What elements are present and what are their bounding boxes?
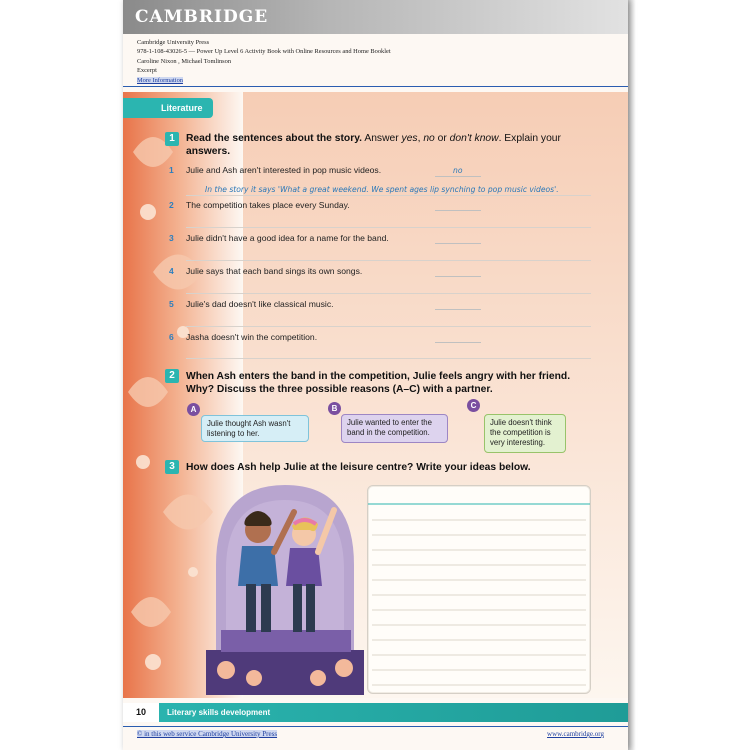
page-number: 10 [123,703,159,722]
q1-heading-yes: yes [401,133,418,144]
q1-heading-answer: Answer [362,133,402,144]
q1-heading-line2: answers. [186,146,231,157]
meta-isbn-title: 978-1-108-43026-5 — Power Up Level 6 Activity Book with Online Resources and Home Booklet [137,48,391,56]
option-c-badge: C [467,399,480,412]
example-explanation: In the story it says 'What a great weekend. We spent ages lip synching to pop music videos'. [205,185,559,194]
q1-item-text: Julie and Ash aren't interested in pop music videos. [186,165,382,175]
meta-excerpt: Excerpt [137,67,157,75]
option-c-bubble [484,414,566,453]
q1-item-text: The competition takes place every Sunday. [186,200,350,210]
meta-publisher: Cambridge University Press [137,39,210,46]
book-page [123,0,628,750]
question-1-number: 1 [165,132,179,146]
more-information-link[interactable]: More Information [137,76,183,84]
question-1-heading [186,132,586,158]
q1-item-number: 4 [169,266,174,276]
answer-notebook[interactable] [367,485,591,694]
book-metadata [137,38,391,85]
notebook-lines [368,486,590,693]
explanation-line[interactable] [186,358,591,359]
explanation-line[interactable] [186,293,591,294]
question-3-number: 3 [165,460,179,474]
option-b-text: Julie wanted to enter the [347,418,432,427]
q1-item-number: 6 [169,332,174,342]
example-answer: no [453,166,463,175]
explanation-line[interactable] [186,326,591,327]
footer-divider [123,726,628,727]
q1-heading-dont-know: don't know [449,133,499,144]
option-a-bubble [201,415,309,442]
answer-blank[interactable] [435,176,481,177]
answer-blank[interactable] [435,243,481,244]
q1-heading-or: or [434,133,450,144]
q1-item-text: Julie says that each band sings its own songs. [186,266,363,276]
option-a-badge: A [187,403,200,416]
q2-heading-line1: When Ash enters the band in the competition, Julie feels angry with her friend. [186,371,571,382]
q2-heading-line2: Why? Discuss the three possible reasons (A–C) with a partner. [186,384,493,395]
answer-blank[interactable] [435,210,481,211]
copyright-link[interactable]: © in this web service Cambridge University Press [137,730,278,738]
answer-blank[interactable] [435,309,481,310]
q1-item-text: Julie's dad doesn't like classical music. [186,299,334,309]
q1-heading-no: no [423,133,435,144]
question-3-heading: How does Ash help Julie at the leisure centre? Write your ideas below. [186,462,531,473]
answer-blank[interactable] [435,276,481,277]
publisher-banner [123,0,628,34]
q1-item-text: Jasha doesn't win the competition. [186,332,318,342]
page-edge-shadow [628,0,636,750]
option-b-bubble [341,414,448,443]
question-2-number: 2 [165,369,179,383]
band-illustration [206,480,364,695]
q1-heading-instruction: Read the sentences about the story. [186,133,363,144]
q1-item-number: 1 [169,165,174,175]
option-c-text: Julie doesn't think [490,418,552,427]
cambridge-site-link[interactable]: www.cambridge.org [547,730,604,738]
q1-item-text: Julie didn't have a good idea for a name for the band. [186,233,389,243]
answer-blank[interactable] [435,342,481,343]
footer-section-title: Literary skills development [167,708,271,717]
explanation-line[interactable] [186,195,591,196]
option-c-text: the competition is [490,428,551,437]
cambridge-logo: CAMBRIDGE [135,7,269,27]
option-b-text: band in the competition. [347,428,430,437]
explanation-line[interactable] [186,227,591,228]
q1-heading-sep: , [417,133,424,144]
option-c-text: very interesting. [490,438,546,447]
meta-authors: Caroline Nixon , Michael Tomlinson [137,57,232,65]
q1-item-number: 5 [169,299,174,309]
option-b-badge: B [328,402,341,415]
q1-item-number: 2 [169,200,174,210]
option-a-text: listening to her. [207,429,260,438]
q1-item-number: 3 [169,233,174,243]
question-2-heading [186,370,606,396]
section-tab-literature: Literature [123,98,213,118]
header-divider [123,86,628,87]
option-a-text: Julie thought Ash wasn't [207,419,291,428]
q1-heading-end: . Explain your [498,133,561,144]
explanation-line[interactable] [186,260,591,261]
